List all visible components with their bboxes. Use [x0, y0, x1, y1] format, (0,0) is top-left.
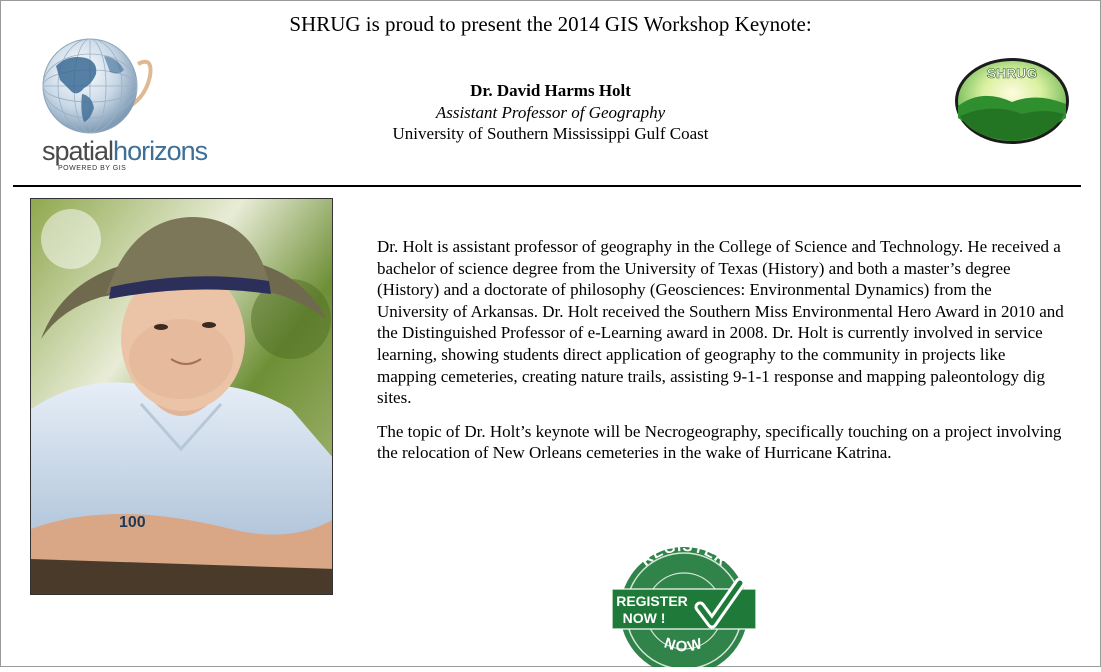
register-stamp-icon: [608, 543, 760, 667]
register-now-stamp[interactable]: [608, 543, 760, 667]
brand-part-spatial: spatial: [42, 136, 114, 166]
speaker-university: University of Southern Mississippi Gulf Coast: [392, 124, 709, 143]
bio-paragraph: The topic of Dr. Holt’s keynote will be Necrogeography, specifically touching on a project involving the relocation of New Orleans cemeteries in the wake of Hurricane Katrina.: [377, 421, 1062, 463]
shirt-text: 100: [119, 514, 146, 531]
stamp-center-line2: NOW !: [622, 610, 666, 626]
divider-rule: [13, 185, 1081, 187]
bio-paragraph: Dr. Holt is assistant professor of geography in the College of Science and Technology. He received a bachelor of science degree from the University of Texas (History) and both a master’s degree (History) and a doctorate of philosophy (Geosciences: Environmental Dynamics) from the University of Arkansas. Dr. Holt received the Southern Miss Environmental Hero Award in 2010 and the Distinguished Professor of e-Learning award in 2008. Dr. Holt is currently involved in service learning, showing students direct application of geography to the community in projects like mapping cemeteries, creating nature trails, assisting 9-1-1 response and mapping paleontology dig sites.: [377, 237, 1064, 408]
speaker-title: Assistant Professor of Geography: [435, 103, 666, 122]
speaker-name: Dr. David Harms Holt: [470, 81, 631, 100]
stamp-arc-bottom: NOW: [661, 634, 706, 656]
shrug-label: SHRUG: [986, 65, 1038, 81]
portrait-image: [31, 199, 333, 595]
stamp-center-line1: REGISTER: [616, 593, 688, 609]
stamp-arc-top: REGISTER: [637, 543, 731, 570]
brand-part-horizons: horizons: [113, 136, 208, 166]
brand-tagline: POWERED BY GIS: [58, 165, 127, 172]
headline: SHRUG is proud to present the 2014 GIS Workshop Keynote:: [289, 12, 812, 36]
speaker-bio: [377, 236, 1067, 476]
speaker-photo: [30, 198, 333, 595]
